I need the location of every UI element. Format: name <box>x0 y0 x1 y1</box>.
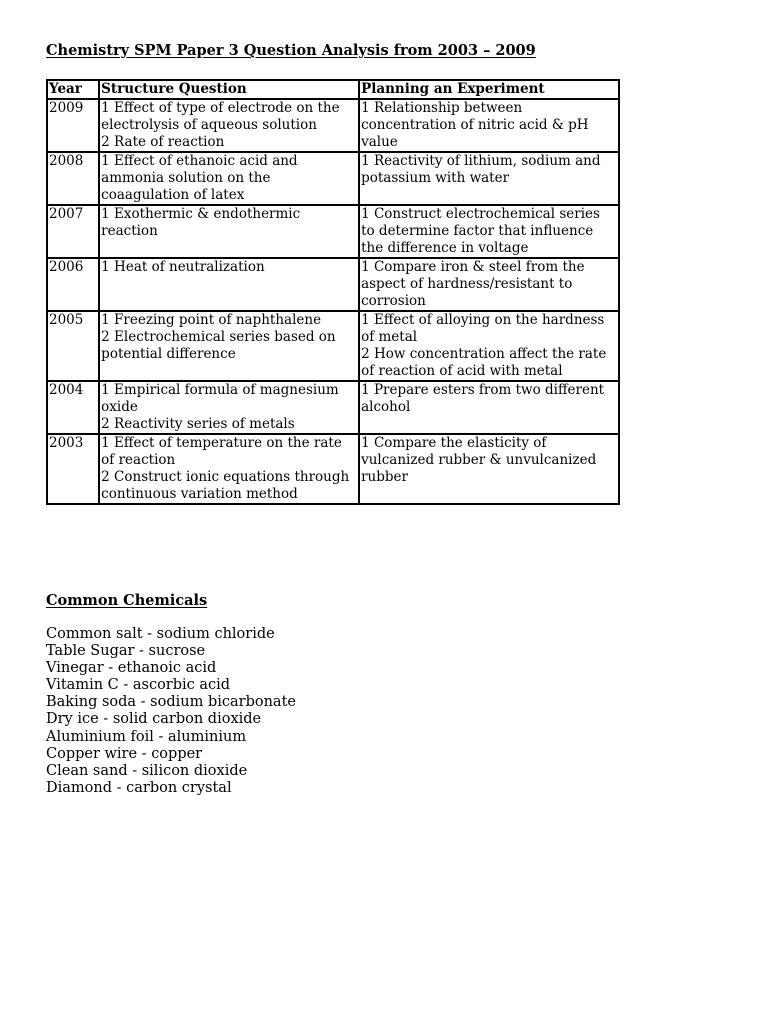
structure-question-item: 2 Rate of reaction <box>101 134 225 150</box>
table-row <box>47 99 619 152</box>
planning-experiment-item: 1 Prepare esters from two different alcohol <box>361 382 609 415</box>
planning-experiment-cell <box>359 258 619 311</box>
planning-experiment-item: 2 How concentration affect the rate of reaction of acid with metal <box>361 346 611 379</box>
structure-question-cell <box>99 311 359 381</box>
chemical-item: Table Sugar - sucrose <box>46 643 206 660</box>
structure-question-item: 1 Effect of ethanoic acid and ammonia solution on the coaagulation of latex <box>101 153 302 203</box>
chemical-item: Common salt - sodium chloride <box>46 626 275 642</box>
structure-question-cell <box>99 258 359 311</box>
question-analysis-table <box>46 79 620 505</box>
chemical-item: Copper wire - copper <box>46 745 203 762</box>
planning-experiment-cell <box>359 152 619 205</box>
planning-experiment-cell <box>359 99 619 152</box>
table-row <box>47 152 619 205</box>
structure-question-item: 2 Electrochemical series based on potential difference <box>101 329 340 362</box>
structure-question-item: 1 Freezing point of naphthalene <box>101 312 322 328</box>
header-year: Year <box>47 80 99 99</box>
table-row <box>47 311 619 381</box>
planning-experiment-cell <box>359 311 619 381</box>
structure-question-cell <box>99 99 359 152</box>
year-cell: 2004 <box>47 381 99 434</box>
structure-question-cell <box>99 152 359 205</box>
table-header-row <box>47 80 619 99</box>
chemical-item: Clean sand - silicon dioxide <box>46 762 248 779</box>
chemical-item: Aluminium foil - aluminium <box>46 728 247 745</box>
header-planning-experiment: Planning an Experiment <box>359 80 619 99</box>
planning-experiment-item: 1 Effect of alloying on the hardness of metal <box>361 312 609 345</box>
structure-question-item: 1 Effect of type of electrode on the electrolysis of aqueous solution <box>101 100 344 133</box>
table-row <box>47 258 619 311</box>
common-chemicals-list <box>46 626 296 797</box>
table-row <box>47 381 619 434</box>
chemical-item: Vitamin C - ascorbic acid <box>46 677 231 694</box>
structure-question-item: 2 Reactivity series of metals <box>101 416 295 432</box>
structure-question-item: 2 Construct ionic equations through continuous variation method <box>101 469 354 502</box>
structure-question-item: 1 Exothermic & endothermic reaction <box>101 206 305 239</box>
year-cell: 2003 <box>47 434 99 504</box>
header-structure-question: Structure Question <box>99 80 359 99</box>
table-row <box>47 434 619 504</box>
planning-experiment-item: 1 Construct electrochemical series to determine factor that influence the difference in voltage <box>361 206 605 256</box>
year-cell: 2006 <box>47 258 99 311</box>
planning-experiment-item: 1 Relationship between concentration of nitric acid & pH value <box>361 100 593 150</box>
chemical-item: Dry ice - solid carbon dioxide <box>46 711 262 728</box>
structure-question-cell <box>99 434 359 504</box>
common-chemicals-heading: Common Chemicals <box>46 592 208 609</box>
table-row <box>47 205 619 258</box>
structure-question-cell <box>99 381 359 434</box>
planning-experiment-item: 1 Reactivity of lithium, sodium and potassium with water <box>361 153 605 186</box>
chemical-item: Baking soda - sodium bicarbonate <box>46 694 296 711</box>
planning-experiment-cell <box>359 205 619 258</box>
chemical-item: Diamond - carbon crystal <box>46 779 232 796</box>
structure-question-item: 1 Heat of neutralization <box>101 259 265 275</box>
planning-experiment-cell <box>359 434 619 504</box>
year-cell: 2009 <box>47 99 99 152</box>
structure-question-item: 1 Effect of temperature on the rate of reaction <box>101 435 347 468</box>
planning-experiment-cell <box>359 381 619 434</box>
planning-experiment-item: 1 Compare the elasticity of vulcanized rubber & unvulcanized rubber <box>361 435 601 485</box>
year-cell: 2007 <box>47 205 99 258</box>
structure-question-item: 1 Empirical formula of magnesium oxide <box>101 382 344 415</box>
page-title: Chemistry SPM Paper 3 Question Analysis from 2003 – 2009 <box>46 42 536 59</box>
year-cell: 2005 <box>47 311 99 381</box>
structure-question-cell <box>99 205 359 258</box>
year-cell: 2008 <box>47 152 99 205</box>
table-body <box>47 99 619 504</box>
planning-experiment-item: 1 Compare iron & steel from the aspect of hardness/resistant to corrosion <box>361 259 589 309</box>
chemical-item: Vinegar - ethanoic acid <box>46 660 217 677</box>
